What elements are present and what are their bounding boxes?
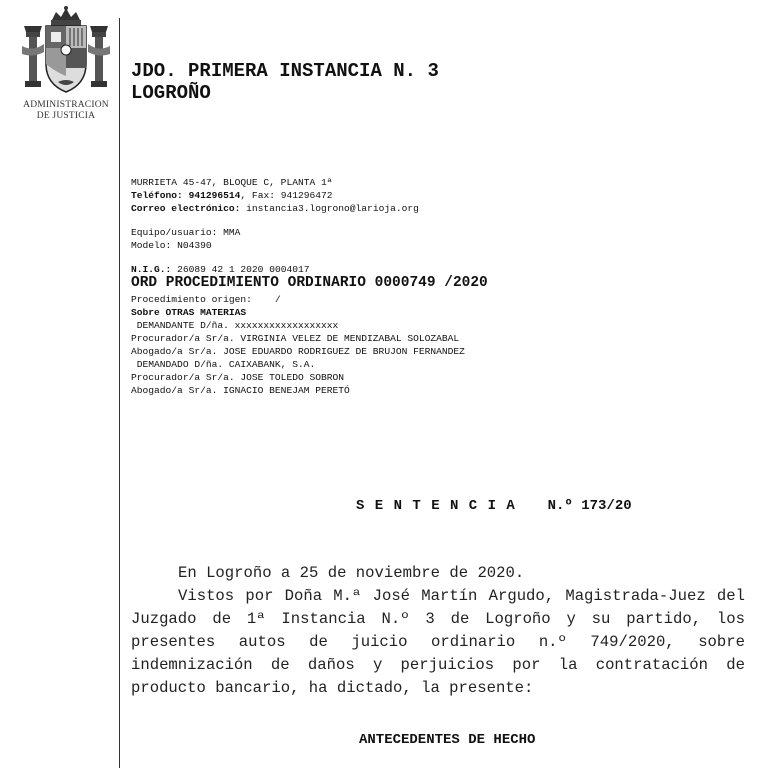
sentencia-number: 173/20 xyxy=(581,498,632,514)
team-label: Equipo/usuario: xyxy=(131,227,218,238)
model-label: Modelo: xyxy=(131,240,172,251)
intro-paragraph: Vistos por Doña M.ª José Martín Argudo, Magistrada-Juez del Juzgado de 1ª Instancia N.º 3 de Logroño y su partido, los presentes autos de juicio ordinario n.º 749/2020, sobre indemnización de daños y perjuicios por la contratación de producto bancario, ha dictado, la presente: xyxy=(131,587,745,697)
coat-of-arms-graphic xyxy=(18,6,114,100)
team-value: MMA xyxy=(223,227,241,238)
email-line xyxy=(131,202,419,215)
phone-line xyxy=(131,189,333,202)
logo-text-line2: DE JUSTICIA xyxy=(36,111,96,121)
origin-line xyxy=(131,293,281,306)
party-line: Procurador/a Sr/a. JOSE TOLEDO SOBRON xyxy=(131,372,345,383)
email-label: Correo electrónico: xyxy=(131,203,241,214)
logo-text-line1: ADMINISTRACION xyxy=(23,100,109,110)
margin-rule xyxy=(119,18,120,768)
court-city: LOGROÑO xyxy=(131,82,211,104)
phone-number: 941296514 xyxy=(188,190,241,201)
coat-of-arms-icon xyxy=(18,6,114,124)
nig-value: 26089 42 1 2020 0004017 xyxy=(177,264,310,275)
sentencia-word: SENTENCIA xyxy=(356,498,526,514)
fax-number: 941296472 xyxy=(280,190,333,201)
origin-label: Procedimiento origen: xyxy=(131,294,252,305)
party-line: Abogado/a Sr/a. JOSE EDUARDO RODRIGUEZ DE BRUJON FERNANDEZ xyxy=(131,346,465,357)
model-line xyxy=(131,239,212,252)
email-address: instancia3.logrono@larioja.org xyxy=(246,203,419,214)
phone-label: Teléfono: xyxy=(131,190,183,201)
party-line: DEMANDADO D/ña. CAIXABANK, S.A. xyxy=(131,359,316,370)
team-line xyxy=(131,226,240,239)
procedure-title: ORD PROCEDIMIENTO ORDINARIO 0000749 /2020 xyxy=(131,275,488,291)
party-line: Procurador/a Sr/a. VIRGINIA VELEZ DE MENDIZABAL SOLOZABAL xyxy=(131,333,460,344)
model-value: N04390 xyxy=(177,240,212,251)
court-name: JDO. PRIMERA INSTANCIA N. 3 xyxy=(131,60,439,82)
subject-line: Sobre OTRAS MATERIAS xyxy=(131,307,247,318)
party-line: DEMANDANTE D/ña. xxxxxxxxxxxxxxxxxx xyxy=(131,320,339,331)
court-address: MURRIETA 45-47, BLOQUE C, PLANTA 1ª xyxy=(131,177,333,188)
nig-label: N.I.G.: xyxy=(131,264,172,275)
party-line: Abogado/a Sr/a. IGNACIO BENEJAM PERETÓ xyxy=(131,385,350,396)
fax-label: , Fax: xyxy=(240,190,275,201)
origin-value: / xyxy=(274,294,281,305)
section-heading: ANTECEDENTES DE HECHO xyxy=(359,732,536,748)
sentencia-number-label: N.º xyxy=(547,498,573,514)
date-paragraph: En Logroño a 25 de noviembre de 2020. xyxy=(178,564,525,582)
sentencia-heading xyxy=(356,498,632,514)
